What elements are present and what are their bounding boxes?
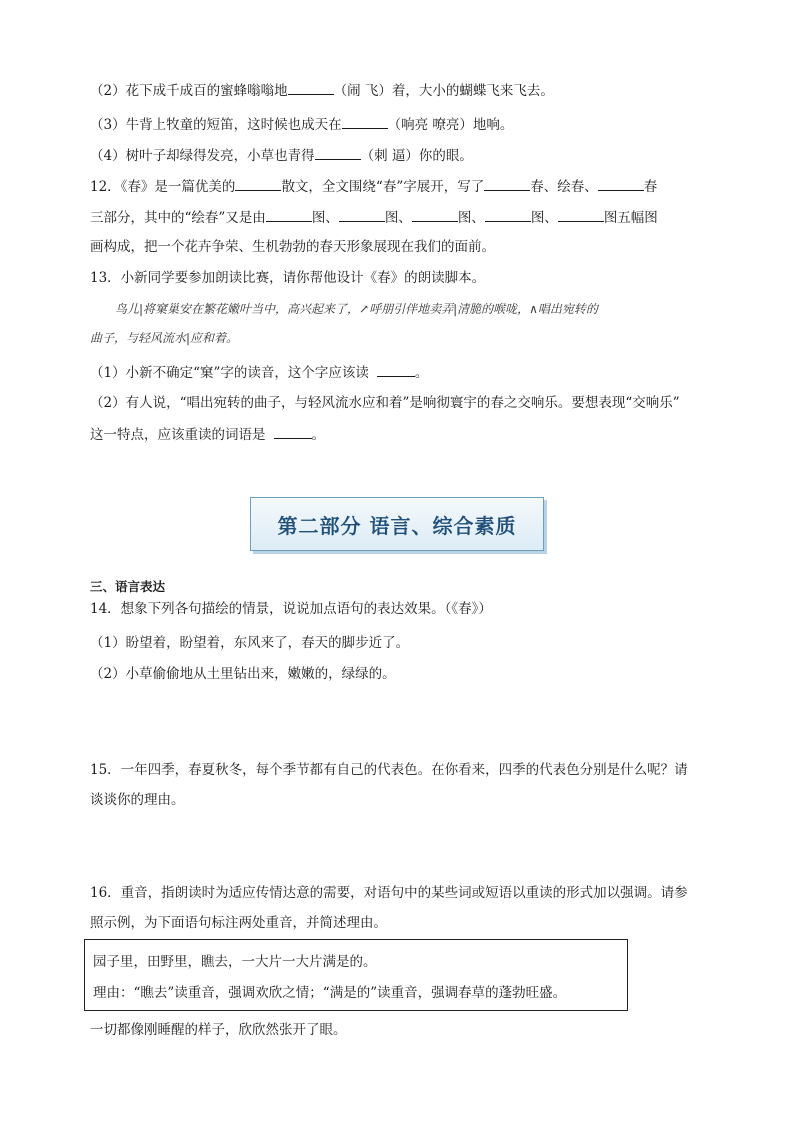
answer-blank[interactable] (484, 176, 530, 191)
q11-line-4 (90, 145, 473, 166)
example-sentence: 园子里，田野里，瞧去，一大片一大片满是的。 (93, 954, 377, 970)
q12-text: 散文，全文围绕“春”字展开，写了 (281, 179, 485, 195)
q16-task-sentence: 一切都像刚睡醒的样子，欣欣然张开了眼。 (90, 1022, 347, 1038)
q14-sentence-1: （1）盼望着，盼望着，东风来了，春天的脚步近了。 (90, 635, 410, 651)
q16-line-1: 16．重音，指朗读时为适应传情达意的需要，对语句中的某些词或短语以重读的形式加以强调。请参 (90, 885, 688, 901)
example-reason: 理由：“瞧去”读重音，强调欢欣之情；“满是的”读重音，强调春草的蓬勃旺盛。 (93, 985, 567, 1001)
q12-text: 图五幅图 (603, 210, 658, 226)
q11-4-text-b: （刺 逼）你的眼。 (360, 148, 473, 164)
q13-sub-1 (90, 362, 428, 383)
q11-3-text-b: （响亮 嘹亮）地响。 (387, 117, 514, 133)
answer-blank[interactable] (342, 114, 388, 129)
q13-sub-2a: （2）有人说，“唱出宛转的曲子，与轻风流水应和着”是响彻寰宇的春之交响乐。要想表现“交响乐” (90, 395, 680, 411)
q11-2-text-a: （2）花下成千成百的蜜蜂嗡嗡地 (90, 83, 288, 99)
part-two-title: 第二部分 语言、综合素质 (277, 513, 517, 538)
q11-2-text-b: （闹 飞）着，大小的蝴蝶飞来飞去。 (333, 83, 554, 99)
q12-line-2 (90, 207, 658, 228)
q13-sub2b-end: 。 (311, 427, 325, 443)
q11-4-text-a: （4）树叶子却绿得发亮，小草也青得 (90, 148, 315, 164)
q12-text: 春 (643, 179, 658, 195)
q13-sub1-end: 。 (414, 365, 429, 381)
part-two-banner (250, 497, 544, 551)
q12-line-1 (90, 176, 657, 197)
q12-text: 图、 (457, 210, 485, 226)
q13-stem: 13．小新同学要参加朗读比赛，请你帮他设计《春》的朗读脚本。 (90, 270, 486, 286)
q11-line-2 (90, 80, 554, 101)
q12-line-3: 画构成，把一个花卉争荣、生机勃勃的春天形象展现在我们的面前。 (90, 239, 495, 255)
answer-blank[interactable] (558, 207, 604, 222)
q15-line-2: 谈谈你的理由。 (90, 792, 185, 808)
q12-text: 春、绘春、 (530, 179, 598, 195)
section-title: 三、语言表达 (90, 579, 166, 594)
answer-blank[interactable] (274, 424, 312, 439)
answer-blank[interactable] (598, 176, 644, 191)
q12-text: 三部分，其中的“绘春”又是由 (90, 210, 266, 226)
q14-sentence-2: （2）小草偷偷地从土里钻出来，嫩嫩的，绿绿的。 (90, 666, 396, 682)
q12-text: 图、 (311, 210, 339, 226)
q15-line-1: 15．一年四季，春夏秋冬，每个季节都有自己的代表色。在你看来，四季的代表色分别是什么呢？请 (90, 762, 688, 778)
answer-blank[interactable] (377, 362, 415, 377)
q13-sub1-text: （1）小新不确定“窠”字的读音，这个字应该读 (90, 365, 369, 381)
q11-3-text-a: （3）牛背上牧童的短笛，这时候也成天在 (90, 117, 342, 133)
q14-stem: 14．想象下列各句描绘的情景，说说加点语句的表达效果。（《春》） (90, 601, 492, 617)
answer-blank[interactable] (266, 207, 312, 222)
answer-blank[interactable] (288, 80, 334, 95)
q12-text: 图、 (530, 210, 558, 226)
example-box (84, 939, 628, 1011)
answer-blank[interactable] (235, 176, 281, 191)
reading-script-line-1: 鸟儿|将窠巢安在繁花嫩叶当中，高兴起来了，↗呼朋引伴地卖弄|清脆的喉咙，∧唱出宛转的 (115, 302, 598, 316)
q13-sub2b-text: 这一特点，应该重读的词语是 (90, 427, 266, 443)
answer-blank[interactable] (339, 207, 385, 222)
answer-blank[interactable] (412, 207, 458, 222)
answer-blank[interactable] (315, 145, 361, 160)
answer-blank[interactable] (485, 207, 531, 222)
q11-line-3 (90, 114, 513, 135)
q12-text: 图、 (384, 210, 412, 226)
q13-sub-2b (90, 424, 325, 445)
q12-text: 12．《春》是一篇优美的 (90, 179, 236, 195)
reading-script-line-2: 曲子，与轻风流水|应和着。 (90, 331, 239, 345)
q16-line-2: 照示例，为下面语句标注两处重音，并简述理由。 (90, 915, 387, 931)
